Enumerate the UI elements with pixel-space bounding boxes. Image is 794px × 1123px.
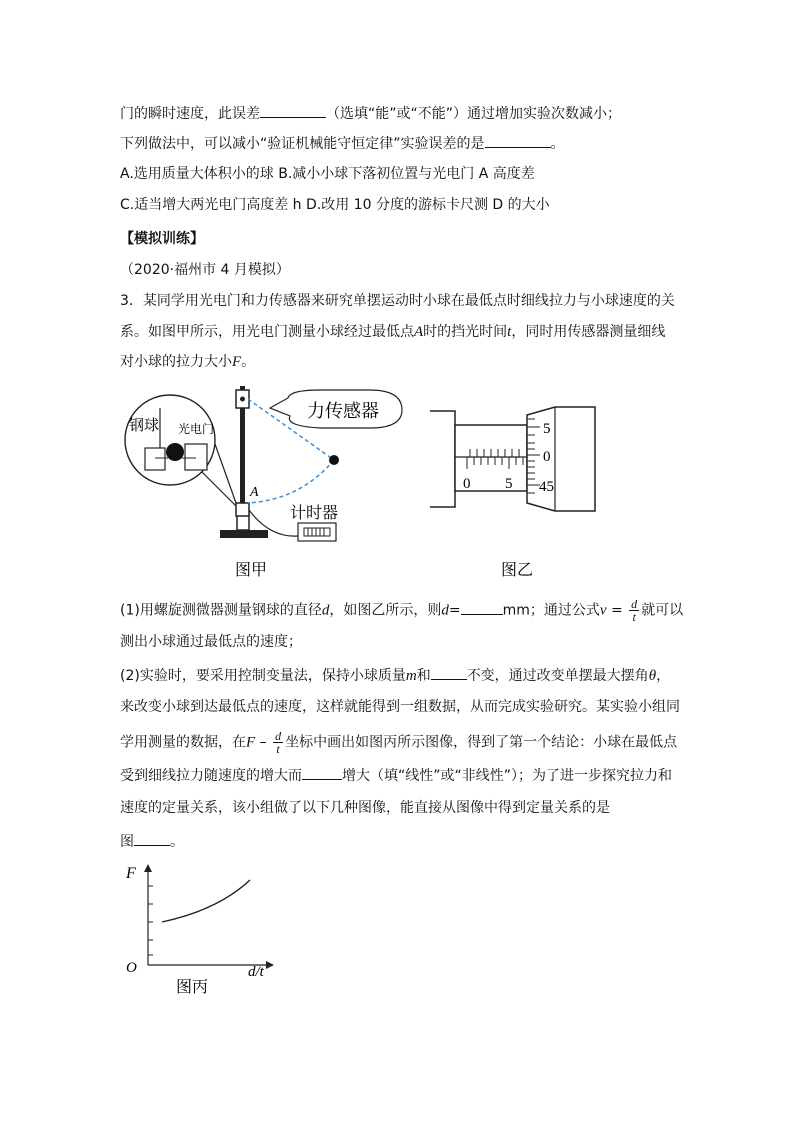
math-var: θ xyxy=(648,668,657,684)
source-note: （2020·福州市 4 月模拟） xyxy=(120,262,290,278)
point-a-label: A xyxy=(250,485,259,500)
fraction-denominator: t xyxy=(276,742,280,756)
answer-blank xyxy=(134,831,170,846)
question-1-line-1 xyxy=(120,598,683,623)
figure-caption: 图丙 xyxy=(176,979,209,996)
x-axis-label: d/t xyxy=(248,964,264,980)
fraction-numerator: d xyxy=(275,729,282,743)
question-2-line-6 xyxy=(120,831,184,852)
text-segment: ， xyxy=(656,668,671,684)
swing-arc xyxy=(248,460,334,503)
text-segment: 门的瞬时速度，此误差 xyxy=(120,106,260,122)
text-segment: 就可以 xyxy=(641,602,684,619)
thimble-scale-5: 5 xyxy=(543,421,551,437)
figure-yi xyxy=(425,395,610,585)
figure-caption: 图甲 xyxy=(235,562,268,579)
question-2-line-4 xyxy=(120,765,672,786)
gate-label: 光电门 xyxy=(178,422,215,436)
f-curve xyxy=(162,880,250,922)
math-var: F xyxy=(246,734,256,751)
text-segment: ，如图乙所示，则 xyxy=(329,602,442,619)
fraction-denominator: t xyxy=(632,610,636,624)
text-segment: 不变，通过改变单摆最大摆角 xyxy=(466,668,649,684)
figure-caption: 图乙 xyxy=(501,562,534,579)
math-var: F xyxy=(232,354,242,370)
text-line-1 xyxy=(120,103,621,124)
text-segment: = xyxy=(448,602,461,619)
thimble xyxy=(527,407,595,511)
text-line-7: 3．某同学用光电门和力传感器来研究单摆运动时小球在最低点时细线拉力与小球速度的关 xyxy=(120,293,675,309)
text-segment: 下列做法中，可以减小“验证机械能守恒定律”实验误差的是 xyxy=(120,136,485,152)
text-segment: 时的挡光时间 xyxy=(423,324,508,340)
math-var: d xyxy=(441,602,449,619)
text-segment: 受到细线拉力随速度的增大而 xyxy=(120,768,302,784)
answer-blank xyxy=(461,600,503,615)
text-segment: 和 xyxy=(416,668,431,684)
thimble-scale-0: 0 xyxy=(543,449,551,465)
photogate-small xyxy=(236,503,249,516)
sensor-label: 力传感器 xyxy=(307,401,379,421)
fraction-d-over-t xyxy=(273,730,283,755)
timer-label: 计时器 xyxy=(290,505,339,522)
main-scale-0: 0 xyxy=(463,476,471,492)
magnified-ball xyxy=(166,443,184,461)
ball-label: 钢球 xyxy=(129,418,160,434)
figure-bing xyxy=(118,860,278,1000)
origin-label: O xyxy=(126,960,137,976)
text-segment: 。 xyxy=(550,136,565,152)
text-segment: （选填“能”或“不能”）通过增加实验次数减小； xyxy=(326,106,622,122)
math-var: A xyxy=(414,324,424,340)
text-segment: = xyxy=(606,602,628,619)
answer-blank xyxy=(431,665,467,680)
text-segment: – xyxy=(255,734,272,751)
y-axis-label: F xyxy=(126,865,136,882)
answer-blank xyxy=(485,133,551,148)
math-var: m xyxy=(405,668,417,684)
text-line-2 xyxy=(120,133,565,154)
thimble-scale-45: 45 xyxy=(539,479,554,495)
pendulum-ball xyxy=(329,455,339,465)
answer-blank xyxy=(260,103,326,118)
text-segment: 对小球的拉力大小 xyxy=(120,354,232,370)
text-line-4: C.适当增大两光电门高度差 h D.改用 10 分度的游标卡尺测 D 的大小 xyxy=(120,197,550,213)
text-segment: 。 xyxy=(241,354,256,370)
main-scale-5: 5 xyxy=(505,476,513,492)
figure-jia xyxy=(120,378,420,583)
math-var: v xyxy=(599,602,607,619)
text-segment: (1)用螺旋测微器测量钢球的直径 xyxy=(120,602,322,619)
text-segment: 。 xyxy=(170,834,184,850)
text-segment: 坐标中画出如图丙所示图像，得到了第一个结论：小球在最低点 xyxy=(285,734,678,751)
fraction-d-over-t xyxy=(629,598,639,623)
text-line-3: A.选用质量大体积小的球 B.减小小球下落初位置与光电门 A 高度差 xyxy=(120,166,535,182)
text-line-9 xyxy=(120,352,255,372)
text-segment: 系。如图甲所示，用光电门测量小球经过最低点 xyxy=(120,324,414,340)
question-2-line-3 xyxy=(120,730,677,755)
question-2-line-1 xyxy=(120,665,670,686)
fraction-numerator: d xyxy=(631,597,638,611)
answer-blank xyxy=(302,765,342,780)
question-1-line-2: 测出小球通过最低点的速度； xyxy=(120,634,302,650)
section-heading: 【模拟训练】 xyxy=(120,231,204,247)
text-segment: (2)实验时，要采用控制变量法，保持小球质量 xyxy=(120,668,406,684)
math-var: t xyxy=(507,324,512,340)
stand-base xyxy=(220,530,268,538)
math-var: d xyxy=(321,602,330,619)
text-segment: ，同时用传感器测量细线 xyxy=(511,324,666,340)
text-segment: 学用测量的数据，在 xyxy=(120,734,246,751)
text-line-8 xyxy=(120,322,665,342)
text-segment: 图 xyxy=(120,834,134,850)
question-2-line-2: 来改变小球到达最低点的速度，这样就能得到一组数据，从而完成实验研究。某实验小组同 xyxy=(120,699,680,715)
question-2-line-5: 速度的定量关系，该小组做了以下几种图像，能直接从图像中得到定量关系的是 xyxy=(120,800,610,816)
magnifier-circle xyxy=(125,395,215,485)
text-segment: mm；通过公式 xyxy=(502,602,600,619)
text-segment: 增大（填“线性”或“非线性”）；为了进一步探究拉力和 xyxy=(342,768,673,784)
